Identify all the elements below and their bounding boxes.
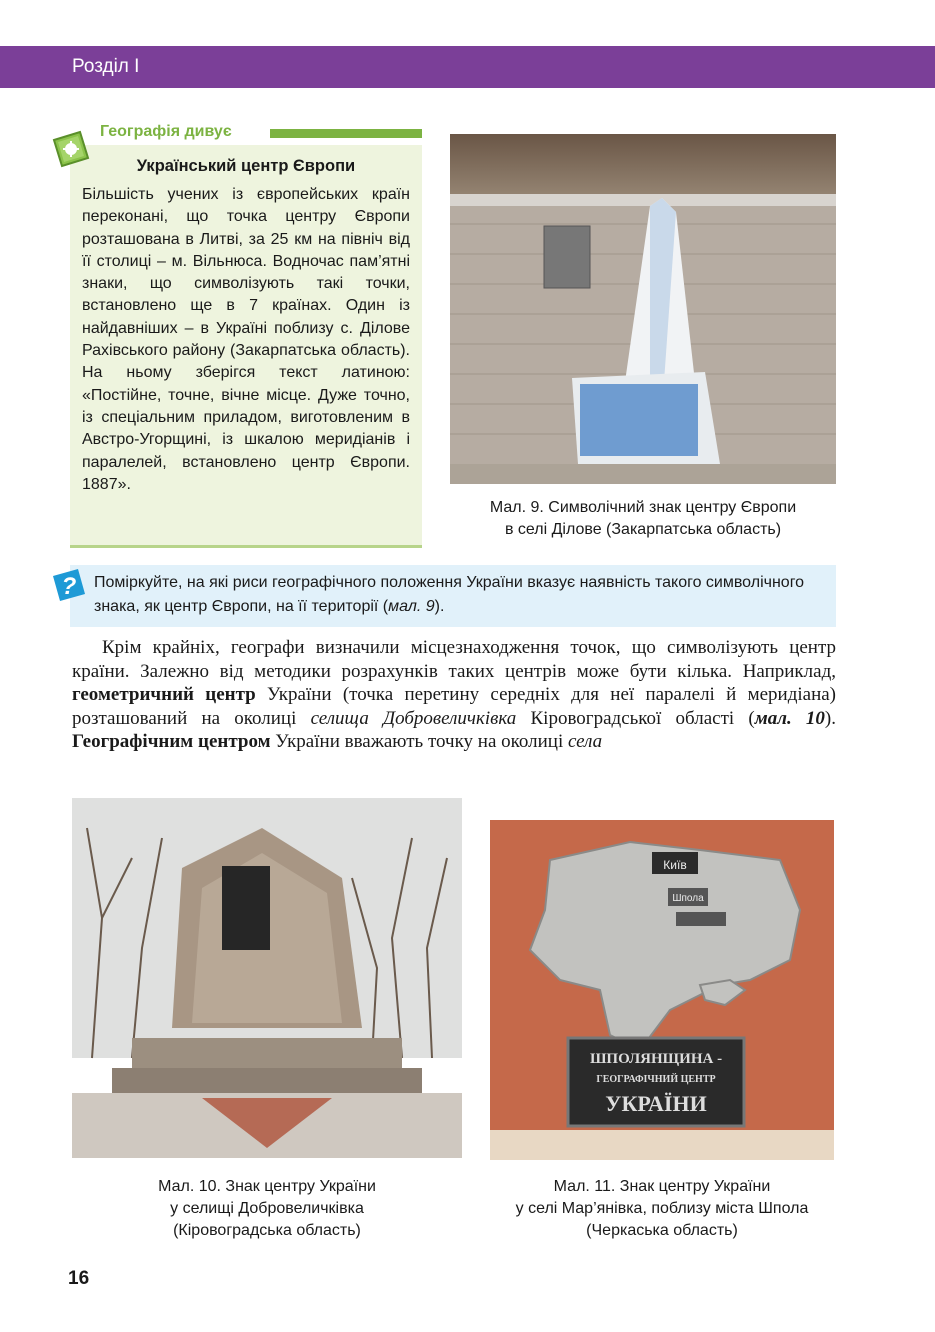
question-icon: [50, 566, 88, 606]
sidebar-heading: Географія дивує: [100, 123, 232, 140]
fig9-caption-line1: Мал. 9. Символічний знак центру Європи: [489, 499, 797, 516]
body-text-6: села: [568, 731, 603, 752]
body-text-2: України (точка перетину середніх для неї паралелі й меридіана) розташований на околиці: [72, 684, 836, 729]
ukraine-geometric-center-photo: [72, 798, 462, 1158]
term-geographic-center: Географічним центром: [72, 731, 271, 752]
map-label-shpola: Шпола: [672, 893, 704, 904]
section-title: Розділ І: [72, 56, 140, 77]
sidebar-bottom-rule: [70, 545, 422, 548]
heading-rule: [270, 129, 422, 138]
map-label-kyiv: Київ: [663, 858, 687, 872]
ukraine-geographic-center-sign-photo: [490, 820, 834, 1160]
fig10-caption-line3: (Кіровоградська область): [173, 1222, 361, 1239]
sign-line-3: УКРАЇНИ: [605, 1091, 707, 1116]
body-text-5: України вважають точку на околиці: [270, 731, 568, 752]
fig10-caption-line1: Мал. 10. Знак центру України: [158, 1178, 376, 1195]
svg-text:?: ?: [61, 573, 77, 600]
section-header: [0, 46, 935, 88]
question-figure-ref: мал. 9: [388, 598, 435, 615]
fig10-caption-line2: у селищі Добровеличківка: [170, 1200, 364, 1217]
fig10-caption: [72, 1176, 462, 1242]
sign-line-1: ШПОЛЯНЩИНА -: [589, 1051, 723, 1067]
fig11-caption-line3: (Черкаська область): [586, 1222, 738, 1239]
fig10-ref: мал. 10: [754, 707, 825, 729]
europe-center-monument-photo: [450, 134, 836, 484]
body-paragraph: [72, 636, 836, 754]
place-dobrovelychkivka: селища Добровеличківка: [310, 707, 517, 729]
fig11-caption: [480, 1176, 844, 1242]
fig11-caption-line2: у селі Мар’янівка, поблизу міста Шпола: [515, 1200, 809, 1217]
sidebar-text: Більшість учених із європейських країн переконані, що точка центру Європи розташована в Литві, за 25 км на північ від її столиці – м. Вільнюса. Водночас пам’ятні знаки, що символізують такі точки, встановлено ще в 7 країнах. Один із найдавніших – в Україні поблизу с. Ділове Рахівського району (Закарпатська область). На ньому зберігся текст латиною: «Постійне, точне, вічне місце. Дуже точно, із спеціальним приладом, виготовленим в Австро-Угорщині, із шкалою меридіанів і паралелей, встановлено центр Європи. 1887».: [82, 186, 410, 493]
page-number: 16: [68, 1268, 90, 1289]
body-text-1: Крім крайніх, географи визначили місцезнаходження точок, що символізують центр країни. Залежно від методики розрахунків таких центрів може бути кілька. Наприклад,: [72, 637, 836, 682]
fig9-caption: [440, 497, 846, 541]
question-text-end: ).: [434, 598, 445, 615]
fig11-caption-line1: Мал. 11. Знак центру України: [553, 1178, 771, 1195]
question-text: [94, 571, 829, 619]
body-text-3: Кіровоградської області (: [516, 707, 755, 729]
sidebar-title: Український центр Європи: [136, 157, 356, 175]
question-text-main: Поміркуйте, на які риси географічного положення України вказує наявність такого символічного знака, як центр Європи, на її території (: [94, 574, 805, 615]
sign-line-2: ГЕОГРАФІЧНИЙ ЦЕНТР: [596, 1074, 716, 1085]
term-geometric-center: геометричний центр: [72, 684, 256, 705]
fig9-caption-line2: в селі Ділове (Закарпатська область): [504, 521, 782, 538]
body-text-4: ).: [824, 707, 836, 729]
